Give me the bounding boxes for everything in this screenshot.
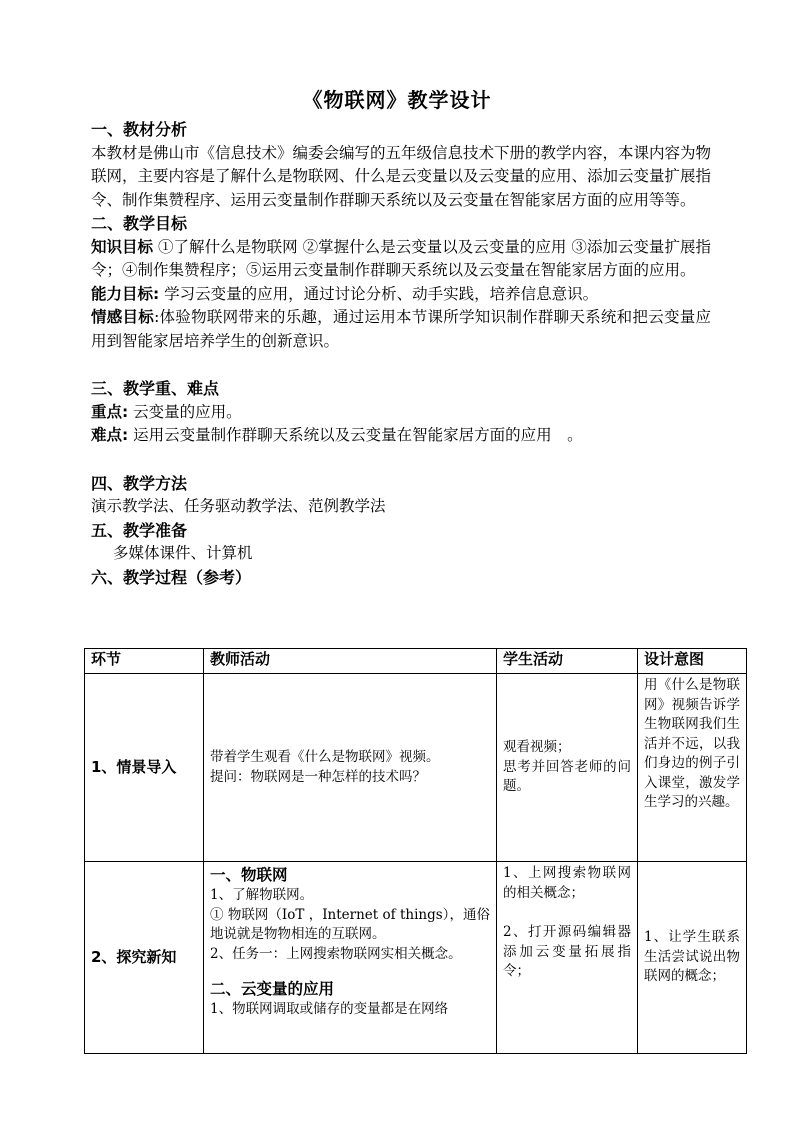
teacher-activity-line: 2、任务一：上网搜索物联网实相关概念。: [210, 945, 462, 962]
table-header-row: [85, 649, 747, 674]
student-activity-line: 1、上网搜索物联网的相关概念；: [503, 865, 631, 901]
knowledge-goal: [91, 236, 711, 283]
ability-goal: [91, 283, 711, 307]
teacher-subheading: 一、物联网: [210, 866, 288, 884]
header-design-intent: 设计意图: [638, 649, 747, 674]
table-row: [85, 674, 747, 862]
teacher-activity-line: 提问：物联网是一种怎样的技术吗？: [210, 768, 426, 785]
stage-cell: 1、情景导入: [85, 674, 204, 862]
teacher-subheading: 二、云变量的应用: [210, 980, 335, 998]
student-activity-line: 2、打开源码编辑器添加云变量拓展指令；: [503, 924, 631, 979]
ability-goal-text: 学习云变量的应用，通过讨论分析、动手实践，培养信息意识。: [159, 284, 599, 303]
section-heading-methods: 四、教学方法: [91, 473, 188, 493]
design-intent-cell: 用《什么是物联网》视频告诉学生物联网我们生活并不远，以我们身边的例子引入课堂，激发学生学习的兴趣。: [638, 674, 747, 862]
section-heading-preparation: 五、教学准备: [91, 520, 188, 540]
emotion-goal-text: :体验物联网带来的乐趣，通过运用本节课所学知识制作群聊天系统和把云变量应用到智能家居培养学生的创新意识。: [91, 308, 711, 350]
difficult-point-text: 运用云变量制作群聊天系统以及云变量在智能家居方面的应用 。: [128, 426, 583, 444]
student-activity-cell: [497, 674, 638, 862]
methods-text: 演示教学法、任务驱动教学法、范例教学法: [91, 497, 386, 515]
knowledge-goal-text: ①了解什么是物联网 ②掌握什么是云变量以及云变量的应用 ③添加云变量扩展指令；④制作集赞程序；⑤运用云变量制作群聊天系统以及云变量在智能家居方面的应用。: [91, 237, 711, 279]
teacher-activity-line: 1、了解物联网。: [210, 887, 314, 903]
process-table: [84, 648, 747, 1054]
section-heading-goals: 二、教学目标: [91, 214, 188, 233]
teacher-activity-cell: [204, 674, 497, 862]
header-teacher-activity: 教师活动: [204, 649, 497, 674]
difficult-point: [91, 424, 711, 448]
ability-goal-label: 能力目标:: [91, 284, 160, 303]
header-student-activity: 学生活动: [497, 649, 638, 674]
section-heading-key-points: 三、教学重、难点: [91, 379, 220, 398]
student-activity-line: 思考并回答老师的问题。: [503, 758, 631, 795]
section-heading-materials: 一、教材分析: [91, 120, 188, 139]
stage-cell: 2、探究新知: [85, 862, 204, 1054]
emotion-goal: [91, 306, 711, 353]
teacher-activity-line: 1、物联网调取或储存的变量都是在网络: [210, 1001, 449, 1017]
emotion-goal-label: 情感目标: [91, 308, 155, 326]
materials-paragraph: 本教材是佛山市《信息技术》编委会编写的五年级信息技术下册的教学内容，本课内容为物联网，主要内容是了解什么是物联网、什么是云变量以及云变量的应用、添加云变量扩展指令、制作集赞程序、运用云变量制作群聊天系统以及云变量在智能家居方面的应用等等。: [91, 143, 712, 209]
header-stage: 环节: [85, 649, 204, 674]
student-activity-cell: [497, 862, 638, 1054]
difficult-point-label: 难点:: [91, 426, 129, 444]
knowledge-goal-label: 知识目标: [91, 237, 154, 256]
teacher-activity-line: ① 物联网（IoT ，Internet of things），通俗地说就是物物相连的互联网。: [210, 906, 490, 942]
key-point-label: 重点:: [91, 402, 129, 421]
preparation-text: 多媒体课件、计算机: [113, 544, 253, 562]
section-heading-process: 六、教学过程（参考）: [91, 567, 252, 587]
design-intent-cell: 1、让学生联系生活尝试说出物联网的概念；: [638, 862, 747, 1054]
teacher-activity-line: 带着学生观看《什么是物联网》视频。: [210, 749, 440, 765]
student-activity-line: 观看视频；: [503, 739, 571, 756]
table-row: [85, 862, 747, 1054]
document-title: 《物联网》教学设计: [302, 88, 492, 112]
teacher-activity-cell: [204, 862, 497, 1054]
key-point: [91, 401, 711, 425]
document-body: [91, 118, 711, 589]
key-point-text: 云变量的应用。: [128, 402, 242, 421]
